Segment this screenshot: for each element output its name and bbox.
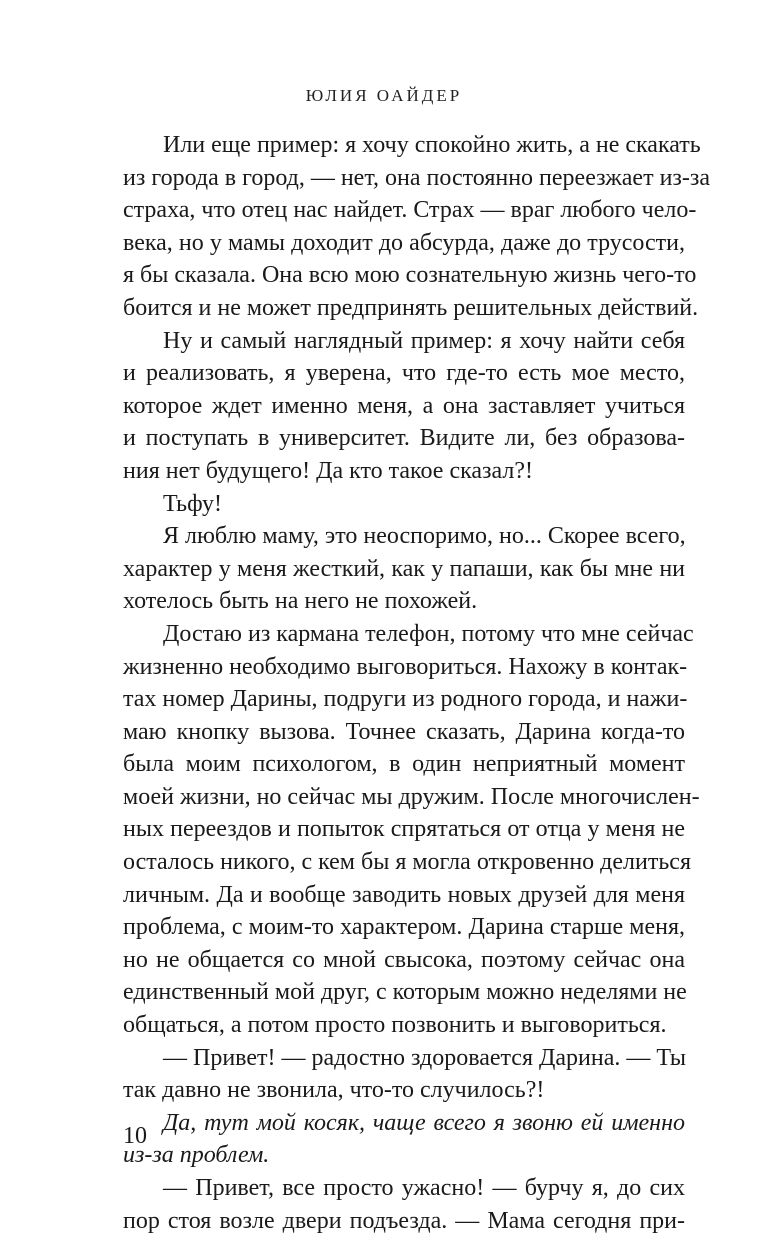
text-line: Ну и самый наглядный пример: я хочу найти себя [163,327,685,354]
text-line: и поступать в университет. Видите ли, без образова- [123,425,685,452]
text-line: из города в город, — нет, она постоянно переезжает из-за [123,164,711,191]
text-line: жизненно необходимо выговориться. Нахожу в контак- [123,653,688,680]
text-line: личным. Да и вообще заводить новых друзей для меня [123,881,685,908]
text-line: я бы сказала. Она всю мою сознательную жизнь чего-то [123,262,697,289]
text-line: века, но у мамы доходит до абсурда, даже до трусости, [123,229,685,256]
text-line: осталось никого, с кем бы я могла откровенно делиться [123,849,691,876]
text-line: — Привет! — радостно здоровается Дарина. — Ты [163,1044,686,1071]
text-line: маю кнопку вызова. Точнее сказать, Дарина когда-то [123,718,685,745]
text-line: пор стоя возле двери подъезда. — Мама сегодня при- [123,1207,685,1234]
page-number: 10 [123,1123,147,1149]
text-line: общаться, а потом просто позвонить и выговориться. [123,1012,667,1039]
text-line: — Привет, все просто ужасно! — бурчу я, до сих [163,1175,685,1201]
text-line: характер у меня жесткий, как у папаши, как бы мне ни [123,555,685,582]
text-line: и реализовать, я уверена, что где-то есть мое место, [123,360,685,387]
text-line: ния нет будущего! Да кто такое сказал?! [123,457,534,484]
text-line: Я люблю маму, это неоспоримо, но... Скорее всего, [163,523,686,550]
text-line: но не общается со мной свысока, поэтому сейчас она [123,946,685,973]
text-line: Тьфу! [163,490,223,517]
text-line: Достаю из кармана телефон, потому что мне сейчас [163,620,694,647]
text-line: Или еще пример: я хочу спокойно жить, а не скакать [163,132,701,158]
text-line: единственный мой друг, с которым можно неделями не [123,979,687,1006]
text-line: тах номер Дарины, подруги из родного города, и нажи- [123,686,688,713]
text-line: которое ждет именно меня, а она заставляет учиться [123,392,685,419]
text-line: Да, тут мой косяк, чаще всего я звоню ей именно [163,1109,685,1136]
text-line: страха, что отец нас найдет. Страх — враг любого чело- [123,197,697,224]
text-line: ных переездов и попыток спрятаться от отца у меня не [123,816,685,843]
body-text [123,129,711,1237]
running-header-author: ЮЛИЯ ОАЙДЕР [305,86,463,105]
text-line: была моим психологом, в один неприятный момент [123,751,685,778]
text-line: хотелось быть на него не похожей. [123,588,478,615]
text-line: моей жизни, но сейчас мы дружим. После многочислен- [123,783,700,810]
text-line: боится и не может предпринять решительных действий. [123,294,699,321]
text-line: так давно не звонила, что-то случилось?! [123,1077,545,1104]
text-line: из-за проблем. [123,1142,270,1169]
text-line: проблема, с моим-то характером. Дарина старше меня, [123,914,685,941]
